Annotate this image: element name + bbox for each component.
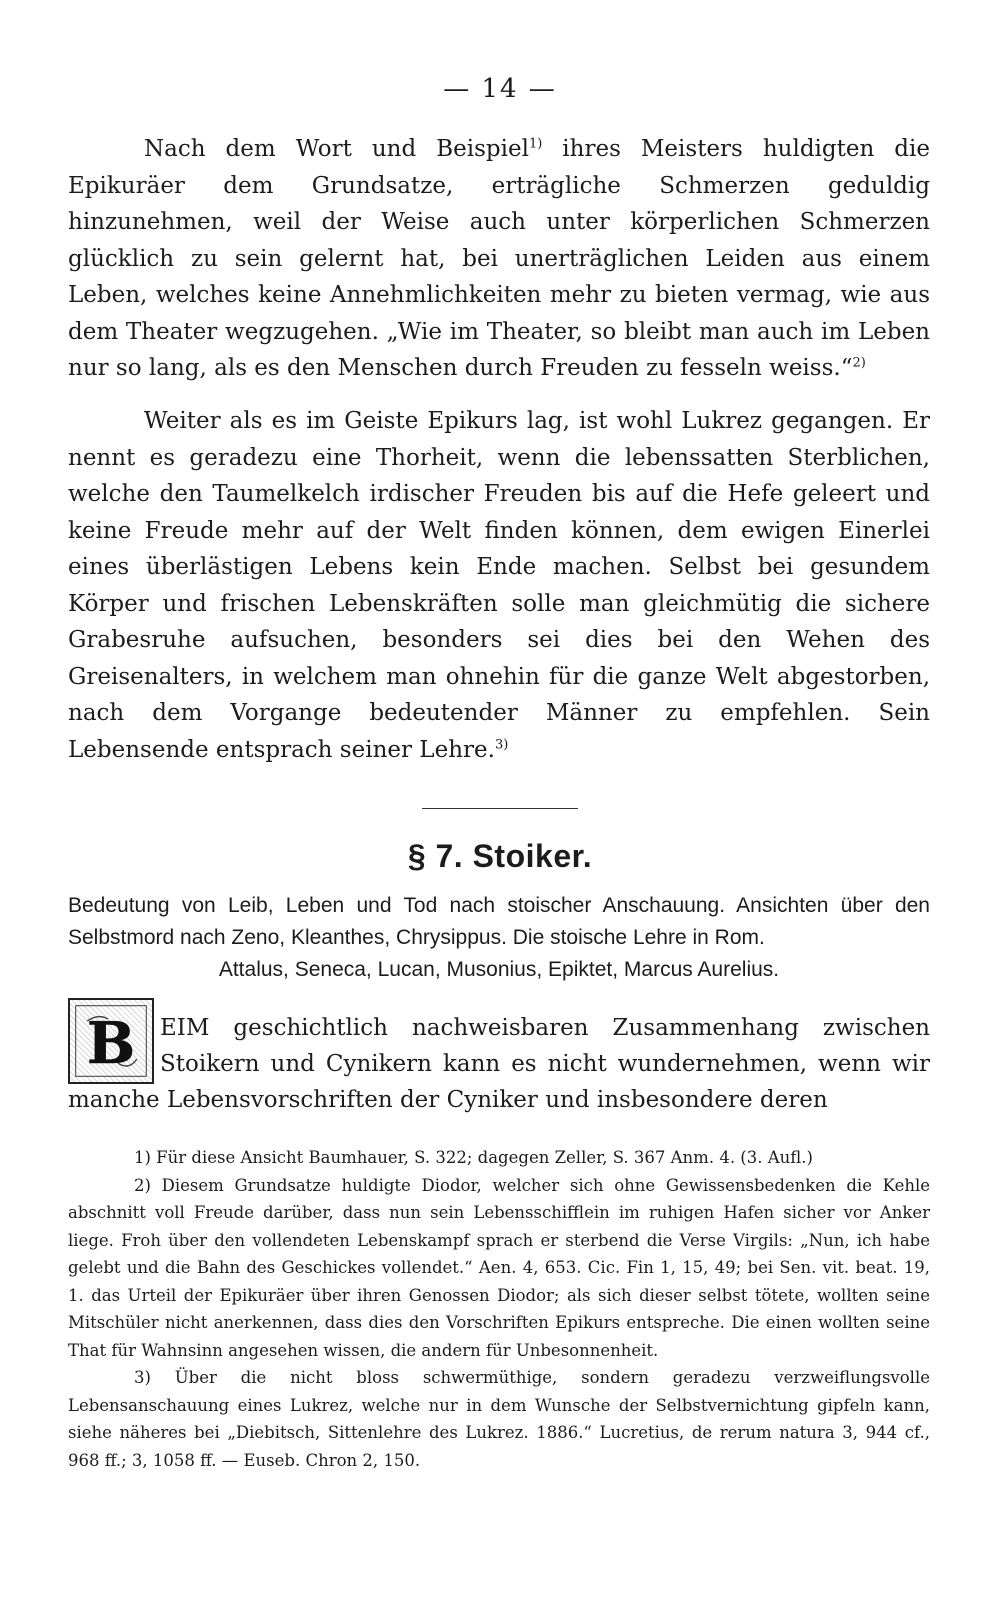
paragraph-3 <box>68 1010 930 1118</box>
footnote-1: 1) Für diese Ansicht Baumhauer, S. 322; dagegen Zeller, S. 367 Anm. 4. (3. Aufl.) <box>134 1148 813 1167</box>
paragraph-1 <box>68 131 930 387</box>
footnote-ref-3: 3) <box>494 736 509 752</box>
section-divider-rule <box>422 808 578 809</box>
section-title: § 7. Stoiker. <box>407 838 593 874</box>
paragraph-2-text: Weiter als es im Geiste Epikurs lag, ist wohl Lukrez gegangen. Er nennt es geradezu eine Thorheit, wenn die lebenssatten Sterblichen, welche den Taumelkelch irdischer Freuden bis auf die Hefe geleert und keine Freude mehr auf der Welt finden können, dem ewigen Einerlei eines überlästigen Lebens kein Ende machen. Selbst bei gesundem Körper und frischen Lebenskräften solle man gleichmütig die sichere Grabesruhe aufsuchen, besonders sei dies bei den Wehen des Greisenalters, in welchem man ohnehin für die ganze Welt abgestorben, nach dem Vorgange bedeutender Männer zu empfehlen. Sein Lebensende entsprach seiner Lehre. <box>68 408 930 763</box>
section-summary <box>68 890 930 986</box>
footnote-ref-2: 2) <box>852 355 866 371</box>
paragraph-3-first-word: EIM <box>160 1015 210 1041</box>
page-number: — 14 — <box>443 74 557 104</box>
footnote-3: 3) Über die nicht bloss schwermüthige, sondern geradezu verzweiflungsvolle Lebensanschauung eines Lukrez, welche nur in dem Wunsche der Selbstvernichtung gipfeln kann, siehe näheres bei „Diebitsch, Sittenlehre des Lukrez. 1886.“ Lucretius, de rerum natura 3, 944 cf., 968 ff.; 3, 1058 ff. — Euseb. Chron 2, 150. <box>68 1368 930 1470</box>
footnote-2: 2) Diesem Grundsatze huldigte Diodor, welcher sich ohne Gewissensbedenken die Kehle abschnitt voll Freude darüber, dass nun sein Lebensschifflein im ruhigen Hafen sicher vor Anker liege. Froh über den vollendeten Lebenskampf sprach er sterbend die Verse Virgils: „Nun, ich habe gelebt und die Bahn des Geschickes vollendet.“ Aen. 4, 653. Cic. Fin 1, 15, 49; bei Sen. vit. beat. 19, 1. das Urteil der Epikuräer über ihren Genossen Diodor; als sich dieser selbst tötete, wollten seine Mitschüler nicht anerkennen, dass dies den Vorschriften Epikurs entspreche. Die einen wollten seine That für Wahnsinn angesehen wissen, die andern für Unbesonnenheit. <box>68 1175 930 1360</box>
paragraph-1-text-b: ihres Meisters huldigten die Epikuräer dem Grundsatze, erträgliche Schmerzen geduldig hinzunehmen, weil der Weise auch unter körperlichen Schmerzen glücklich zu sein gelernt hat, bei unerträglichen Leiden aus einem Leben, welches keine Annehmlichkeiten mehr zu bieten vermag, wie aus dem Theater wegzugehen. „Wie im Theater, so bleibt man auch im Leben nur so lang, als es den Menschen durch Freuden zu fesseln weiss.“ <box>68 136 930 381</box>
paragraph-1-text-a: Nach dem Wort und Beispiel <box>144 136 529 162</box>
initial-float-space <box>68 1010 160 1076</box>
paragraph-3-text: geschichtlich nachweisbaren Zusammenhang zwischen Stoikern und Cynikern kann es nicht wundernehmen, wenn wir manche Lebensvorschriften der Cyniker und insbesondere deren <box>68 1015 930 1113</box>
section-summary-main: Bedeutung von Leib, Leben und Tod nach stoischer Anschauung. Ansichten über den Selbstmord nach Zeno, Kleanthes, Chrysippus. Die stoische Lehre in Rom. <box>68 894 930 949</box>
footnote-ref-1: 1) <box>528 136 543 152</box>
footnotes <box>68 1144 930 1474</box>
paragraph-2 <box>68 403 930 768</box>
section-summary-last-line: Attalus, Seneca, Lucan, Musonius, Epiktet, Marcus Aurelius. <box>218 958 780 981</box>
initial-letter-text: B <box>86 1009 136 1077</box>
